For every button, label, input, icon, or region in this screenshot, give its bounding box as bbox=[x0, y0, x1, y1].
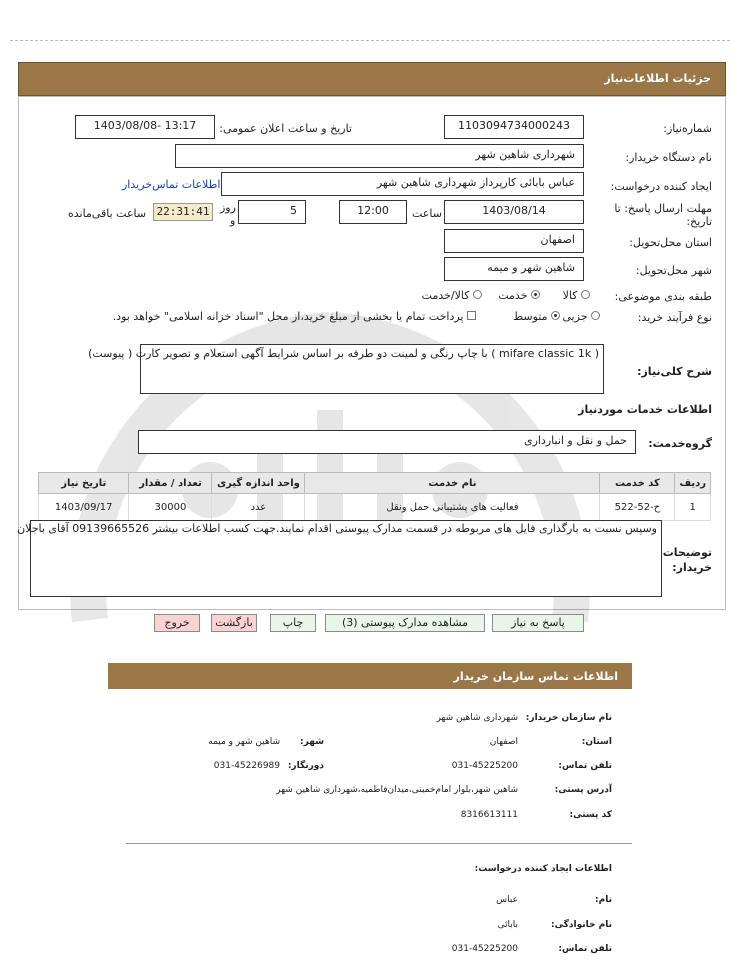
cell-unit: عدد bbox=[212, 494, 305, 521]
contact-fax-value: 031-45226989 bbox=[213, 761, 280, 771]
col-date: تاریخ نیاز bbox=[39, 473, 129, 494]
category-option-goods[interactable]: کالا bbox=[563, 289, 590, 302]
category-option-goods-service[interactable]: کالا/خدمت bbox=[422, 289, 482, 302]
summary-field: ( mifare classic 1k ) با چاپ رنگی و لمینت دو طرفه بر اساس شرایط آگهی استعلام و تصویر کارت ( پیوست) bbox=[140, 344, 604, 394]
radio-medium[interactable] bbox=[551, 311, 560, 320]
exit-button[interactable]: خروج bbox=[154, 614, 200, 632]
radio-small[interactable] bbox=[591, 311, 600, 320]
city-label: شهر محل‌تحویل: bbox=[635, 264, 712, 277]
province-field: اصفهان bbox=[444, 229, 584, 253]
services-table bbox=[38, 472, 711, 521]
creator-heading: اطلاعات ایجاد کننده درخواست: bbox=[474, 864, 612, 874]
buyer-notes-field: وسپس نسبت به بارگذاری فایل های مربوطه در قسمت مدارک پیوستی اقدام نمایند.جهت کسب اطلاعات بیشتر 09139665526 آقای باجلان bbox=[30, 520, 662, 597]
creator-label: ایجاد کننده درخواست: bbox=[610, 180, 712, 193]
contact-province-label: استان: bbox=[581, 737, 612, 747]
contact-postal-label: کد پستی: bbox=[569, 810, 612, 820]
cell-row: 1 bbox=[675, 494, 711, 521]
deadline-time-field: 12:00 bbox=[339, 200, 407, 224]
table-header-row bbox=[39, 473, 711, 494]
remaining-timer: 22:31:41 bbox=[153, 203, 213, 221]
top-divider bbox=[10, 40, 730, 41]
contact-divider bbox=[126, 843, 632, 844]
process-label: نوع فرآیند خرید: bbox=[637, 311, 712, 324]
radio-goods[interactable] bbox=[581, 290, 590, 299]
view-attachments-button[interactable]: مشاهده مدارک پیوستی (3) bbox=[325, 614, 485, 632]
org-name-value: شهرداری شاهین شهر bbox=[436, 713, 518, 723]
radio-service[interactable] bbox=[531, 290, 540, 299]
contact-title: اطلاعات تماس سازمان خریدار bbox=[453, 670, 618, 683]
treasury-payment-option[interactable] bbox=[113, 310, 476, 323]
contact-city-label: شهر: bbox=[300, 737, 324, 747]
back-button[interactable]: بازگشت bbox=[211, 614, 257, 632]
treasury-checkbox[interactable] bbox=[467, 311, 476, 320]
buyer-org-label: نام دستگاه خریدار: bbox=[625, 151, 712, 164]
deadline-date-field: 1403/08/14 bbox=[444, 200, 584, 224]
contact-header bbox=[108, 663, 632, 689]
col-name: نام خدمت bbox=[305, 473, 600, 494]
contact-phone-value: 031-45225200 bbox=[451, 761, 518, 771]
cell-name: فعالیت های پشتیبانی حمل ونقل bbox=[305, 494, 600, 521]
creator-last-name-label: نام خانوادگی: bbox=[550, 920, 612, 930]
time-label: ساعت bbox=[412, 207, 442, 220]
contact-province-value: اصفهان bbox=[489, 737, 518, 747]
contact-address-label: آدرس پستی: bbox=[554, 785, 612, 795]
remaining-label: ساعت باقی‌مانده bbox=[68, 207, 147, 220]
col-row: ردیف bbox=[675, 473, 711, 494]
days-and-label: و bbox=[230, 214, 236, 227]
need-number-field: 1103094734000243 bbox=[444, 115, 584, 139]
col-qty: تعداد / مقدار bbox=[129, 473, 212, 494]
province-label: استان محل‌تحویل: bbox=[629, 236, 712, 249]
contact-phone-label: تلفن تماس: bbox=[558, 761, 612, 771]
process-option-small[interactable]: جزیی bbox=[562, 310, 600, 323]
service-group-label: گروه‌خدمت: bbox=[648, 437, 712, 450]
creator-field: عباس بابائی کارپرداز شهرداری شاهین شهر bbox=[221, 172, 584, 196]
contact-fax-label: دورنگار: bbox=[287, 761, 324, 771]
days-label: روز bbox=[220, 201, 236, 214]
buyer-notes-label: توضیحات bbox=[662, 546, 712, 559]
cell-code: ح-52-522 bbox=[600, 494, 675, 521]
city-field: شاهین شهر و میمه bbox=[444, 257, 584, 281]
creator-phone-value: 031-45225200 bbox=[451, 944, 518, 954]
creator-first-name-value: عباس bbox=[496, 895, 518, 905]
days-field: 5 bbox=[238, 200, 306, 224]
contact-city-value: شاهین شهر و میمه bbox=[208, 737, 280, 747]
service-group-field: حمل و نقل و انبارداری bbox=[138, 430, 636, 454]
deadline-label-2: تاریخ: bbox=[686, 215, 712, 228]
details-title: جزئیات اطلاعات‌نیاز bbox=[604, 72, 711, 85]
contact-address-value: شاهین شهر،بلوار امام‌خمینی،میدان‌فاطمیه،شهرداری شاهین شهر bbox=[276, 785, 518, 795]
col-code: کد خدمت bbox=[600, 473, 675, 494]
cell-date: 1403/09/17 bbox=[39, 494, 129, 521]
summary-label: شرح کلی‌نیاز: bbox=[637, 365, 712, 378]
buyer-contact-link[interactable]: اطلاعات تماس‌خریدار bbox=[122, 178, 221, 191]
announce-label: تاریخ و ساعت اعلان عمومی: bbox=[219, 122, 352, 135]
treasury-note: پرداخت تمام یا بخشی از مبلغ خرید،از محل "اسناد خزانه اسلامی" خواهد بود. bbox=[112, 310, 464, 323]
deadline-label: مهلت ارسال پاسخ: تا bbox=[614, 202, 712, 215]
need-number-label: شماره‌نیاز: bbox=[663, 122, 712, 135]
reply-button[interactable]: پاسخ به نیاز bbox=[492, 614, 584, 632]
category-option-service[interactable]: خدمت bbox=[498, 289, 540, 302]
contact-postal-value: 8316613111 bbox=[460, 810, 518, 820]
services-heading: اطلاعات خدمات موردنیاز bbox=[578, 403, 712, 416]
process-option-medium[interactable]: متوسط bbox=[513, 310, 560, 323]
radio-goods-service[interactable] bbox=[473, 290, 482, 299]
cell-qty: 30000 bbox=[129, 494, 212, 521]
print-button[interactable]: چاپ bbox=[270, 614, 316, 632]
category-label: طبقه بندی موضوعی: bbox=[614, 290, 712, 303]
buyer-org-field: شهرداری شاهین شهر bbox=[175, 144, 584, 168]
table-row bbox=[39, 494, 711, 521]
announce-field: 1403/08/08- 13:17 bbox=[75, 115, 215, 139]
org-name-label: نام سازمان خریدار: bbox=[525, 713, 612, 723]
creator-phone-label: تلفن تماس: bbox=[558, 944, 612, 954]
creator-last-name-value: بابائی bbox=[497, 920, 518, 930]
buyer-notes-label-2: خریدار: bbox=[672, 561, 712, 574]
details-header bbox=[18, 62, 726, 96]
col-unit: واحد اندازه گیری bbox=[212, 473, 305, 494]
creator-first-name-label: نام: bbox=[595, 895, 612, 905]
